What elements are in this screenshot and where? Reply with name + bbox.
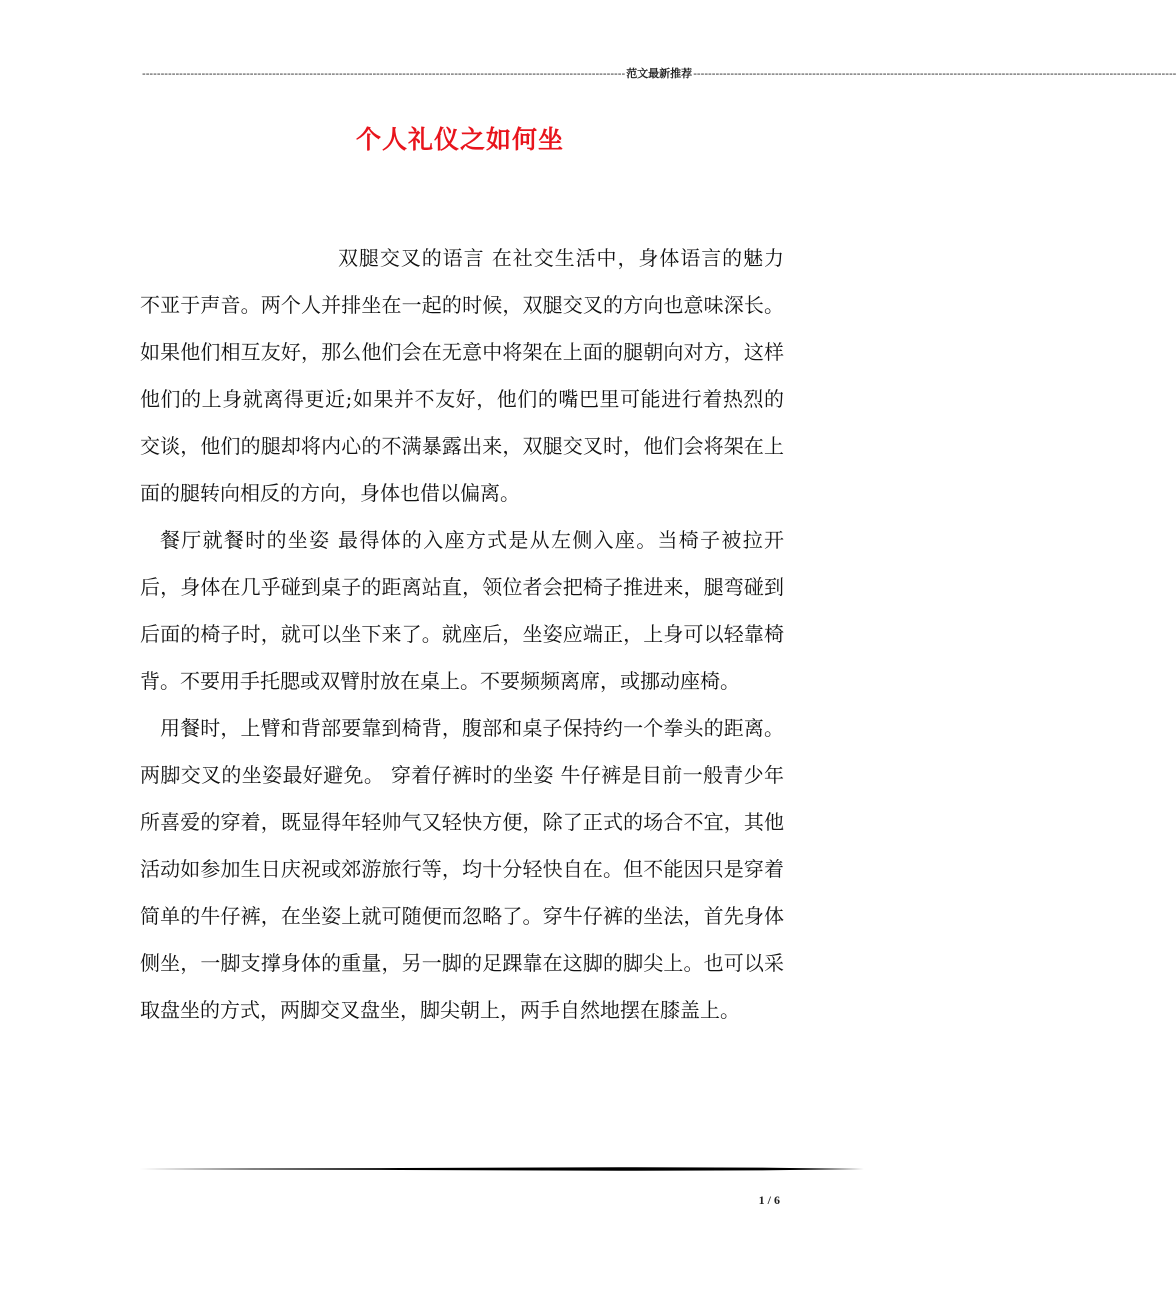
document-body bbox=[140, 235, 784, 1034]
page-header bbox=[142, 66, 1176, 82]
paragraph: 用餐时，上臂和背部要靠到椅背，腹部和桌子保持约一个拳头的距离。两脚交叉的坐姿最好避免。 穿着仔裤时的坐姿 牛仔裤是目前一般青少年所喜爱的穿着，既显得年轻帅气又轻快方便，除了正式的场合不宜，其他活动如参加生日庆祝或郊游旅行等，均十分轻快自在。但不能因只是穿着简单的牛仔裤，在坐姿上就可随便而忽略了。穿牛仔裤的坐法，首先身体侧坐，一脚支撑身体的重量，另一脚的足踝靠在这脚的脚尖上。也可以采取盘坐的方式，两脚交叉盘坐，脚尖朝上，两手自然地摆在膝盖上。 bbox=[140, 716, 784, 1022]
page-number: 1 / 6 bbox=[758, 1193, 780, 1207]
header-dashes-right: ---------------------------------------------------------------------------------------------------------------------------------- bbox=[693, 67, 1176, 80]
paragraph: 餐厅就餐时的坐姿 最得体的入座方式是从左侧入座。当椅子被拉开后，身体在几乎碰到桌子的距离站直，领位者会把椅子推进来，腿弯碰到后面的椅子时，就可以坐下来了。就座后，坐姿应端正，上身可以轻靠椅背。不要用手托腮或双臂肘放在桌上。不要频频离席，或挪动座椅。 bbox=[140, 528, 784, 693]
document-title: 个人礼仪之如何坐 bbox=[355, 125, 564, 154]
paragraph: 双腿交叉的语言 在社交生活中，身体语言的魅力不亚于声音。两个人并排坐在一起的时候，双腿交叉的方向也意味深长。如果他们相互友好，那么他们会在无意中将架在上面的腿朝向对方，这样他们的上身就离得更近;如果并不友好，他们的嘴巴里可能进行着热烈的交谈，他们的腿却将内心的不满暴露出来，双腿交叉时，他们会将架在上面的腿转向相反的方向，身体也借以偏离。 bbox=[140, 246, 784, 505]
footer-rule-line bbox=[140, 1167, 864, 1171]
footer-rule bbox=[140, 1164, 864, 1174]
header-label: 范文最新推荐 bbox=[626, 67, 693, 80]
header-dashes-left: ---------------------------------------------------------------------------------------------------------------------------------- bbox=[142, 67, 626, 80]
